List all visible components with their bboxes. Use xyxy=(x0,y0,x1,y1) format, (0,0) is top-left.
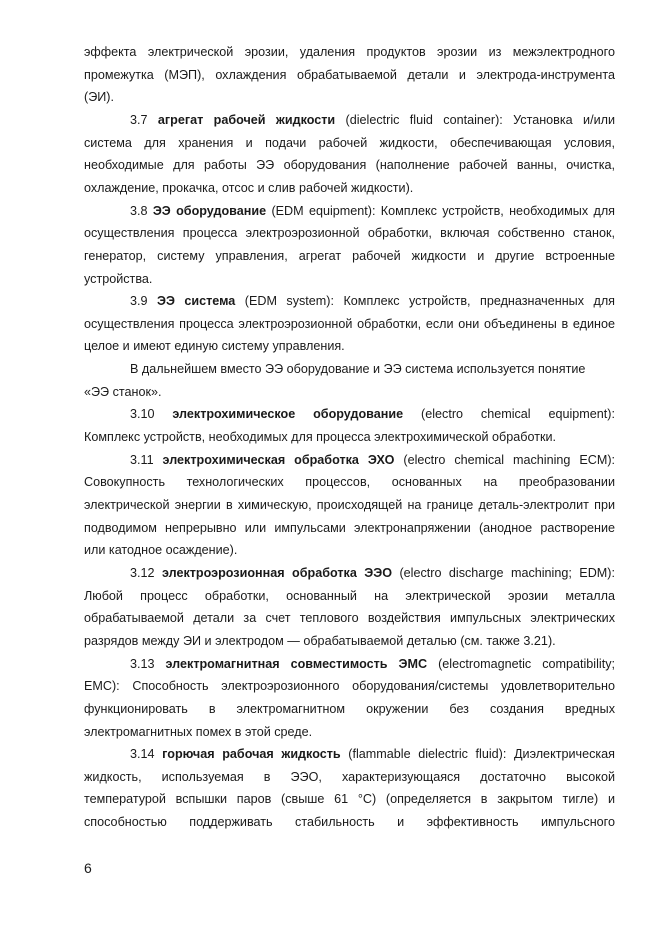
text-line xyxy=(84,610,615,626)
text-line xyxy=(84,271,615,287)
text-run: необходимые для работы ЭЭ оборудования (наполнение рабочей ванны, очистка, xyxy=(84,158,615,173)
text-run: (flammable dielectric fluid): Диэлектрическая xyxy=(340,747,615,762)
text-line xyxy=(84,588,615,604)
text-run: Любой процесс обработки, основанный на электрической эрозии металла xyxy=(84,588,615,603)
text-run: (electromagnetic compatibility; xyxy=(427,656,615,671)
text-run: устройства. xyxy=(84,271,153,286)
text-run: целое и имеют единую систему управления. xyxy=(84,339,345,354)
text-line xyxy=(84,724,615,740)
text-run: охлаждение, прокачка, отсос и слив рабочей жидкости). xyxy=(84,180,414,195)
text-run: В дальнейшем вместо ЭЭ оборудование и ЭЭ система используется понятие xyxy=(130,362,586,377)
text-run: 3.7 xyxy=(130,112,158,127)
text-line xyxy=(84,89,615,105)
text-run: (EDM system): Комплекс устройств, предназначенных для xyxy=(235,294,615,309)
text-run: EMC): Способность электроэрозионного оборудования/системы удовлетворительно xyxy=(84,679,615,694)
term-bold: ЭЭ оборудование xyxy=(152,203,267,218)
text-line xyxy=(84,225,615,241)
text-run: 3.9 xyxy=(130,294,157,309)
text-line xyxy=(130,746,615,762)
text-line xyxy=(84,542,615,558)
text-run: генератор, систему управления, агрегат рабочей жидкости и другие встроенные xyxy=(84,248,615,263)
text-run: 3.11 xyxy=(130,452,163,467)
text-line xyxy=(84,814,615,830)
text-run: (EDM equipment): Комплекс устройств, необходимых для xyxy=(266,203,615,218)
text-line xyxy=(84,633,615,649)
text-run: 3.8 xyxy=(130,203,153,218)
text-line xyxy=(84,67,615,83)
text-run: или катодное осаждение). xyxy=(84,543,238,558)
text-run: 3.12 xyxy=(130,565,162,580)
text-line xyxy=(84,474,615,490)
text-line xyxy=(84,135,615,151)
text-line xyxy=(130,203,615,219)
text-run: (electro discharge machining; EDM): xyxy=(392,565,615,580)
text-line xyxy=(84,429,615,445)
text-line xyxy=(84,180,615,196)
page-number: 6 xyxy=(84,860,92,876)
text-run: способностью поддерживать стабильность и эффективность импульсного xyxy=(84,815,615,830)
term-bold: ЭЭ система xyxy=(156,294,236,309)
text-run: Совокупность технологических процессов, основанных на преобразовании xyxy=(84,475,615,490)
text-line xyxy=(84,157,615,173)
text-run: 3.10 xyxy=(130,407,173,422)
text-run: (dielectric fluid container): Установка и/или xyxy=(335,112,615,127)
text-run: электрической энергии в химическую, происходящей на границе деталь-электролит при xyxy=(84,498,615,512)
text-line xyxy=(84,791,615,807)
text-run: разрядов между ЭИ и электродом — обрабатываемой деталью (см. также 3.21). xyxy=(84,633,556,648)
text-run: жидкость, используемая в ЭЭО, характеризующаяся достаточно высокой xyxy=(84,769,615,784)
text-line xyxy=(84,769,615,785)
text-run: температурой вспышки паров (свыше 61 °С) (определяется в закрытом тигле) и xyxy=(84,792,615,807)
text-line xyxy=(130,361,615,377)
text-line xyxy=(84,678,615,694)
text-run: 3.13 xyxy=(130,656,166,671)
text-line xyxy=(84,384,615,400)
text-line xyxy=(130,656,615,672)
text-run: обрабатываемой детали за счет теплового воздействия импульсных электрических xyxy=(84,611,615,626)
text-line xyxy=(84,316,615,332)
text-run: 3.14 xyxy=(130,747,163,762)
term-bold: электрохимическая обработка ЭХО xyxy=(162,452,395,467)
text-run: осуществления процесса электроэрозионной обработки, если они объединены в единое xyxy=(84,316,615,331)
text-run: система для хранения и подачи рабочей жидкости, обеспечивающая условия, xyxy=(84,135,615,150)
text-line xyxy=(130,452,615,468)
text-line xyxy=(84,701,615,717)
text-run: «ЭЭ станок». xyxy=(84,384,162,399)
text-line xyxy=(130,293,615,309)
text-line xyxy=(130,565,615,581)
text-line xyxy=(130,406,615,422)
text-run: эффекта электрической эрозии, удаления продуктов эрозии из межэлектродного xyxy=(84,45,615,59)
text-run: (electro chemical machining ECM): xyxy=(394,452,616,467)
text-run: Комплекс устройств, необходимых для процесса электрохимической обработки. xyxy=(84,430,557,445)
term-bold: электроэрозионная обработка ЭЭО xyxy=(161,565,392,580)
term-bold: электрохимическое оборудование xyxy=(172,407,404,422)
text-line xyxy=(130,112,615,128)
text-run: (ЭИ). xyxy=(84,90,114,105)
text-line xyxy=(84,338,615,354)
term-bold: электромагнитная совместимость ЭМС xyxy=(165,656,428,671)
text-run: функционировать в электромагнитном окружении без создания вредных xyxy=(84,701,615,716)
text-line xyxy=(84,497,615,513)
text-line xyxy=(84,520,615,536)
text-run: промежутка (МЭП), охлаждения обрабатываемой детали и электрода-инструмента xyxy=(84,67,615,82)
term-bold: горючая рабочая жидкость xyxy=(162,747,341,762)
text-run: электромагнитных помех в этой среде. xyxy=(84,724,313,739)
text-run: подводимом непрерывно или импульсами электронапряжении (анодное растворение xyxy=(84,520,615,535)
text-run: (electro chemical equipment): xyxy=(403,407,615,422)
text-run: осуществления процесса электроэрозионной обработки, включая собственно станок, xyxy=(84,226,615,241)
term-bold: агрегат рабочей жидкости xyxy=(157,112,336,127)
text-line xyxy=(84,248,615,264)
text-line xyxy=(84,44,615,60)
